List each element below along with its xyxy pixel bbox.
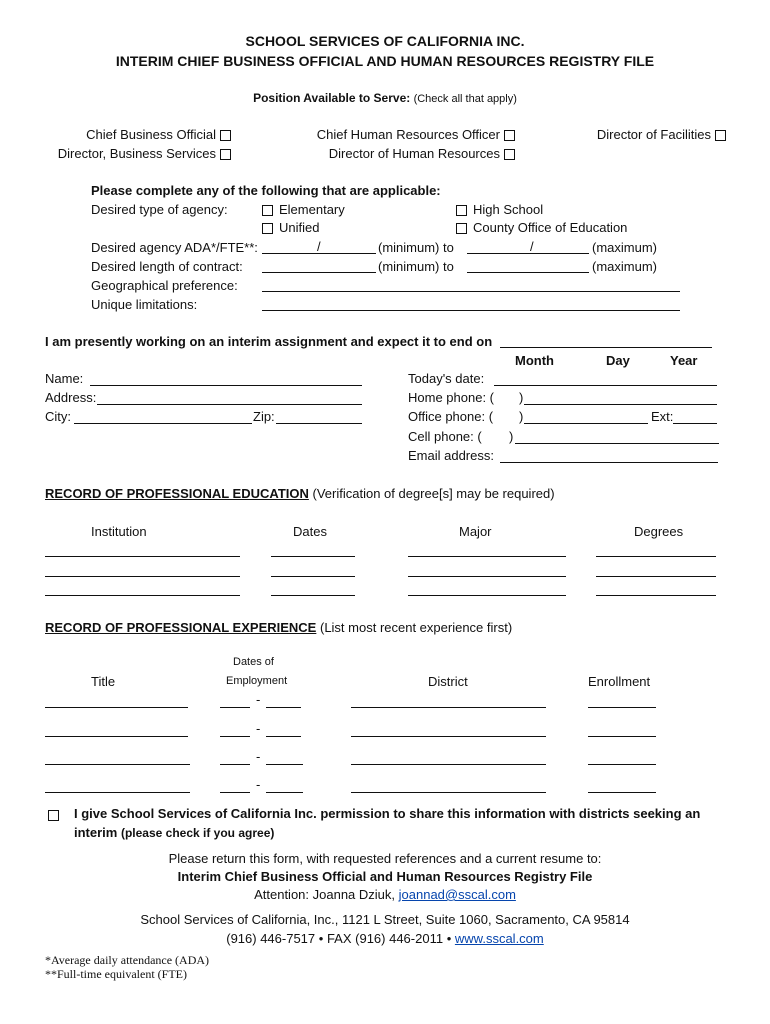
ext-label: Ext: bbox=[651, 409, 674, 424]
ada-max-text: (maximum) bbox=[592, 240, 657, 255]
checkbox[interactable] bbox=[262, 223, 273, 234]
experience-heading-row bbox=[45, 620, 512, 635]
exp-field[interactable] bbox=[220, 736, 250, 737]
ada-max-field[interactable] bbox=[467, 253, 589, 254]
permission-line-2: interim (please check if you agree) bbox=[74, 825, 275, 840]
home-phone-field[interactable] bbox=[524, 404, 717, 405]
office-phone-field[interactable] bbox=[524, 423, 648, 424]
footnote-ada: *Average daily attendance (ADA) bbox=[45, 953, 210, 967]
interim-month-label: Month bbox=[515, 353, 554, 368]
applicable-heading: Please complete any of the following that are applicable: bbox=[91, 183, 441, 198]
geo-field[interactable] bbox=[262, 291, 680, 292]
exp-dash: - bbox=[256, 777, 261, 792]
zip-label: Zip: bbox=[253, 409, 275, 424]
agency-county-office[interactable]: County Office of Education bbox=[456, 220, 627, 235]
position-note: (Check all that apply) bbox=[413, 93, 517, 105]
cell-phone-label: Cell phone: ( bbox=[408, 429, 482, 444]
exp-field[interactable] bbox=[266, 736, 301, 737]
ext-field[interactable] bbox=[673, 423, 717, 424]
checkbox[interactable] bbox=[220, 130, 231, 141]
cell-phone-field[interactable] bbox=[515, 443, 719, 444]
email-field[interactable] bbox=[500, 462, 718, 463]
attention-row bbox=[0, 887, 770, 902]
attention-text: Attention: Joanna Dziuk, bbox=[254, 887, 396, 902]
home-phone-label: Home phone: ( bbox=[408, 390, 494, 405]
exp-col-district: District bbox=[428, 674, 468, 689]
title-line-2: INTERIM CHIEF BUSINESS OFFICIAL AND HUMAN RESOURCES REGISTRY FILE bbox=[115, 53, 655, 69]
experience-note: (List most recent experience first) bbox=[319, 620, 513, 635]
exp-field[interactable] bbox=[45, 792, 190, 793]
today-label: Today's date: bbox=[408, 371, 485, 386]
checkbox[interactable] bbox=[220, 149, 231, 160]
option-chief-business-official[interactable]: Chief Business Official bbox=[86, 127, 231, 142]
exp-field[interactable] bbox=[588, 792, 656, 793]
office-phone-paren: ) bbox=[519, 409, 524, 424]
length-min-field[interactable] bbox=[262, 272, 376, 273]
phone-row bbox=[0, 931, 770, 946]
email-label: Email address: bbox=[408, 448, 494, 463]
length-max-field[interactable] bbox=[467, 272, 589, 273]
website-link[interactable]: www.sscal.com bbox=[454, 931, 544, 946]
education-note: (Verification of degree[s] may be required) bbox=[312, 486, 555, 501]
zip-field[interactable] bbox=[276, 423, 362, 424]
return-line-1: Please return this form, with requested references and a current resume to: bbox=[168, 851, 602, 866]
exp-field[interactable] bbox=[351, 707, 546, 708]
interim-end-field[interactable] bbox=[500, 347, 712, 348]
geo-label: Geographical preference: bbox=[91, 278, 238, 293]
edu-field[interactable] bbox=[596, 576, 716, 577]
option-director-facilities[interactable]: Director of Facilities bbox=[597, 127, 726, 142]
checkbox[interactable] bbox=[504, 149, 515, 160]
education-heading: RECORD OF PROFESSIONAL EDUCATION bbox=[45, 486, 309, 501]
position-label: Position Available to Serve: bbox=[253, 91, 411, 105]
length-label: Desired length of contract: bbox=[91, 259, 243, 274]
checkbox[interactable] bbox=[456, 205, 467, 216]
edu-field[interactable] bbox=[45, 595, 240, 596]
edu-field[interactable] bbox=[45, 556, 240, 557]
unique-label: Unique limitations: bbox=[91, 297, 198, 312]
permission-checkbox[interactable] bbox=[48, 810, 59, 821]
name-label: Name: bbox=[45, 371, 84, 386]
checkbox[interactable] bbox=[262, 205, 273, 216]
exp-field[interactable] bbox=[220, 764, 250, 765]
exp-dash: - bbox=[256, 749, 261, 764]
exp-dash: - bbox=[256, 692, 261, 707]
exp-field[interactable] bbox=[266, 707, 301, 708]
address-line: School Services of California, Inc., 1121 L Street, Suite 1060, Sacramento, CA 95814 bbox=[140, 912, 630, 927]
return-line-2: Interim Chief Business Official and Human Resources Registry File bbox=[177, 869, 593, 884]
home-phone-paren: ) bbox=[519, 390, 524, 405]
exp-col-enrollment: Enrollment bbox=[588, 674, 651, 689]
checkbox[interactable] bbox=[504, 130, 515, 141]
exp-field[interactable] bbox=[220, 792, 250, 793]
edu-field[interactable] bbox=[408, 576, 566, 577]
cell-phone-paren: ) bbox=[509, 429, 514, 444]
edu-field[interactable] bbox=[596, 556, 716, 557]
edu-field[interactable] bbox=[45, 576, 240, 577]
agency-unified[interactable]: Unified bbox=[262, 220, 319, 235]
exp-field[interactable] bbox=[588, 764, 656, 765]
address-label: Address: bbox=[45, 390, 97, 405]
edu-field[interactable] bbox=[408, 556, 566, 557]
exp-field[interactable] bbox=[45, 736, 188, 737]
city-field[interactable] bbox=[74, 423, 252, 424]
title-line-1: SCHOOL SERVICES OF CALIFORNIA INC. bbox=[245, 33, 525, 49]
office-phone-label: Office phone: ( bbox=[408, 409, 494, 424]
interim-text: I am presently working on an interim assignment and expect it to end on bbox=[45, 334, 493, 349]
option-director-hr[interactable]: Director of Human Resources bbox=[329, 146, 515, 161]
checkbox[interactable] bbox=[456, 223, 467, 234]
exp-field[interactable] bbox=[351, 764, 546, 765]
exp-col-dates-1: Dates of bbox=[233, 656, 274, 668]
ada-min-slash: / bbox=[317, 239, 321, 254]
agency-elementary[interactable]: Elementary bbox=[262, 202, 345, 217]
fax-text: FAX (916) 446-2011 bbox=[326, 931, 444, 946]
email-link[interactable]: joannad@sscal.com bbox=[398, 887, 516, 902]
option-chief-hr-officer[interactable]: Chief Human Resources Officer bbox=[317, 127, 515, 142]
exp-dash: - bbox=[256, 721, 261, 736]
edu-col-dates: Dates bbox=[293, 524, 327, 539]
today-field[interactable] bbox=[494, 385, 717, 386]
unique-field[interactable] bbox=[262, 310, 680, 311]
permission-line-1: I give School Services of California Inc. permission to share this information with districts seeking an bbox=[74, 806, 701, 821]
position-label-row bbox=[0, 91, 770, 105]
agency-label: Desired type of agency: bbox=[91, 202, 228, 217]
exp-field[interactable] bbox=[45, 707, 188, 708]
exp-field[interactable] bbox=[588, 707, 656, 708]
exp-field[interactable] bbox=[266, 764, 303, 765]
exp-field[interactable] bbox=[351, 792, 546, 793]
exp-field[interactable] bbox=[220, 707, 250, 708]
edu-field[interactable] bbox=[271, 556, 355, 557]
exp-col-dates-2: Employment bbox=[226, 675, 288, 687]
phone-text: (916) 446-7517 bbox=[226, 931, 316, 946]
footnote-fte: **Full-time equivalent (FTE) bbox=[45, 967, 187, 981]
edu-col-major: Major bbox=[459, 524, 492, 539]
agency-high-school[interactable]: High School bbox=[456, 202, 543, 217]
experience-heading: RECORD OF PROFESSIONAL EXPERIENCE bbox=[45, 620, 317, 635]
exp-field[interactable] bbox=[588, 736, 656, 737]
education-heading-row bbox=[45, 486, 555, 501]
interim-year-label: Year bbox=[670, 353, 698, 368]
ada-max-slash: / bbox=[530, 239, 534, 254]
length-min-text: (minimum) to bbox=[378, 259, 454, 274]
exp-field[interactable] bbox=[351, 736, 546, 737]
city-label: City: bbox=[45, 409, 71, 424]
exp-col-title: Title bbox=[91, 674, 116, 689]
length-max-text: (maximum) bbox=[592, 259, 657, 274]
ada-min-text: (minimum) to bbox=[378, 240, 454, 255]
interim-day-label: Day bbox=[606, 353, 630, 368]
name-field[interactable] bbox=[90, 385, 362, 386]
address-field[interactable] bbox=[97, 404, 362, 405]
option-director-business-services[interactable]: Director, Business Services bbox=[58, 146, 231, 161]
exp-field[interactable] bbox=[266, 792, 303, 793]
edu-field[interactable] bbox=[596, 595, 716, 596]
edu-field[interactable] bbox=[271, 576, 355, 577]
bullet-icon: • bbox=[446, 931, 452, 946]
bullet-icon: • bbox=[318, 931, 324, 946]
ada-label: Desired agency ADA*/FTE**: bbox=[91, 240, 258, 255]
edu-col-degrees: Degrees bbox=[634, 524, 684, 539]
edu-field[interactable] bbox=[271, 595, 355, 596]
exp-field[interactable] bbox=[45, 764, 190, 765]
edu-field[interactable] bbox=[408, 595, 566, 596]
edu-col-institution: Institution bbox=[91, 524, 147, 539]
checkbox[interactable] bbox=[715, 130, 726, 141]
